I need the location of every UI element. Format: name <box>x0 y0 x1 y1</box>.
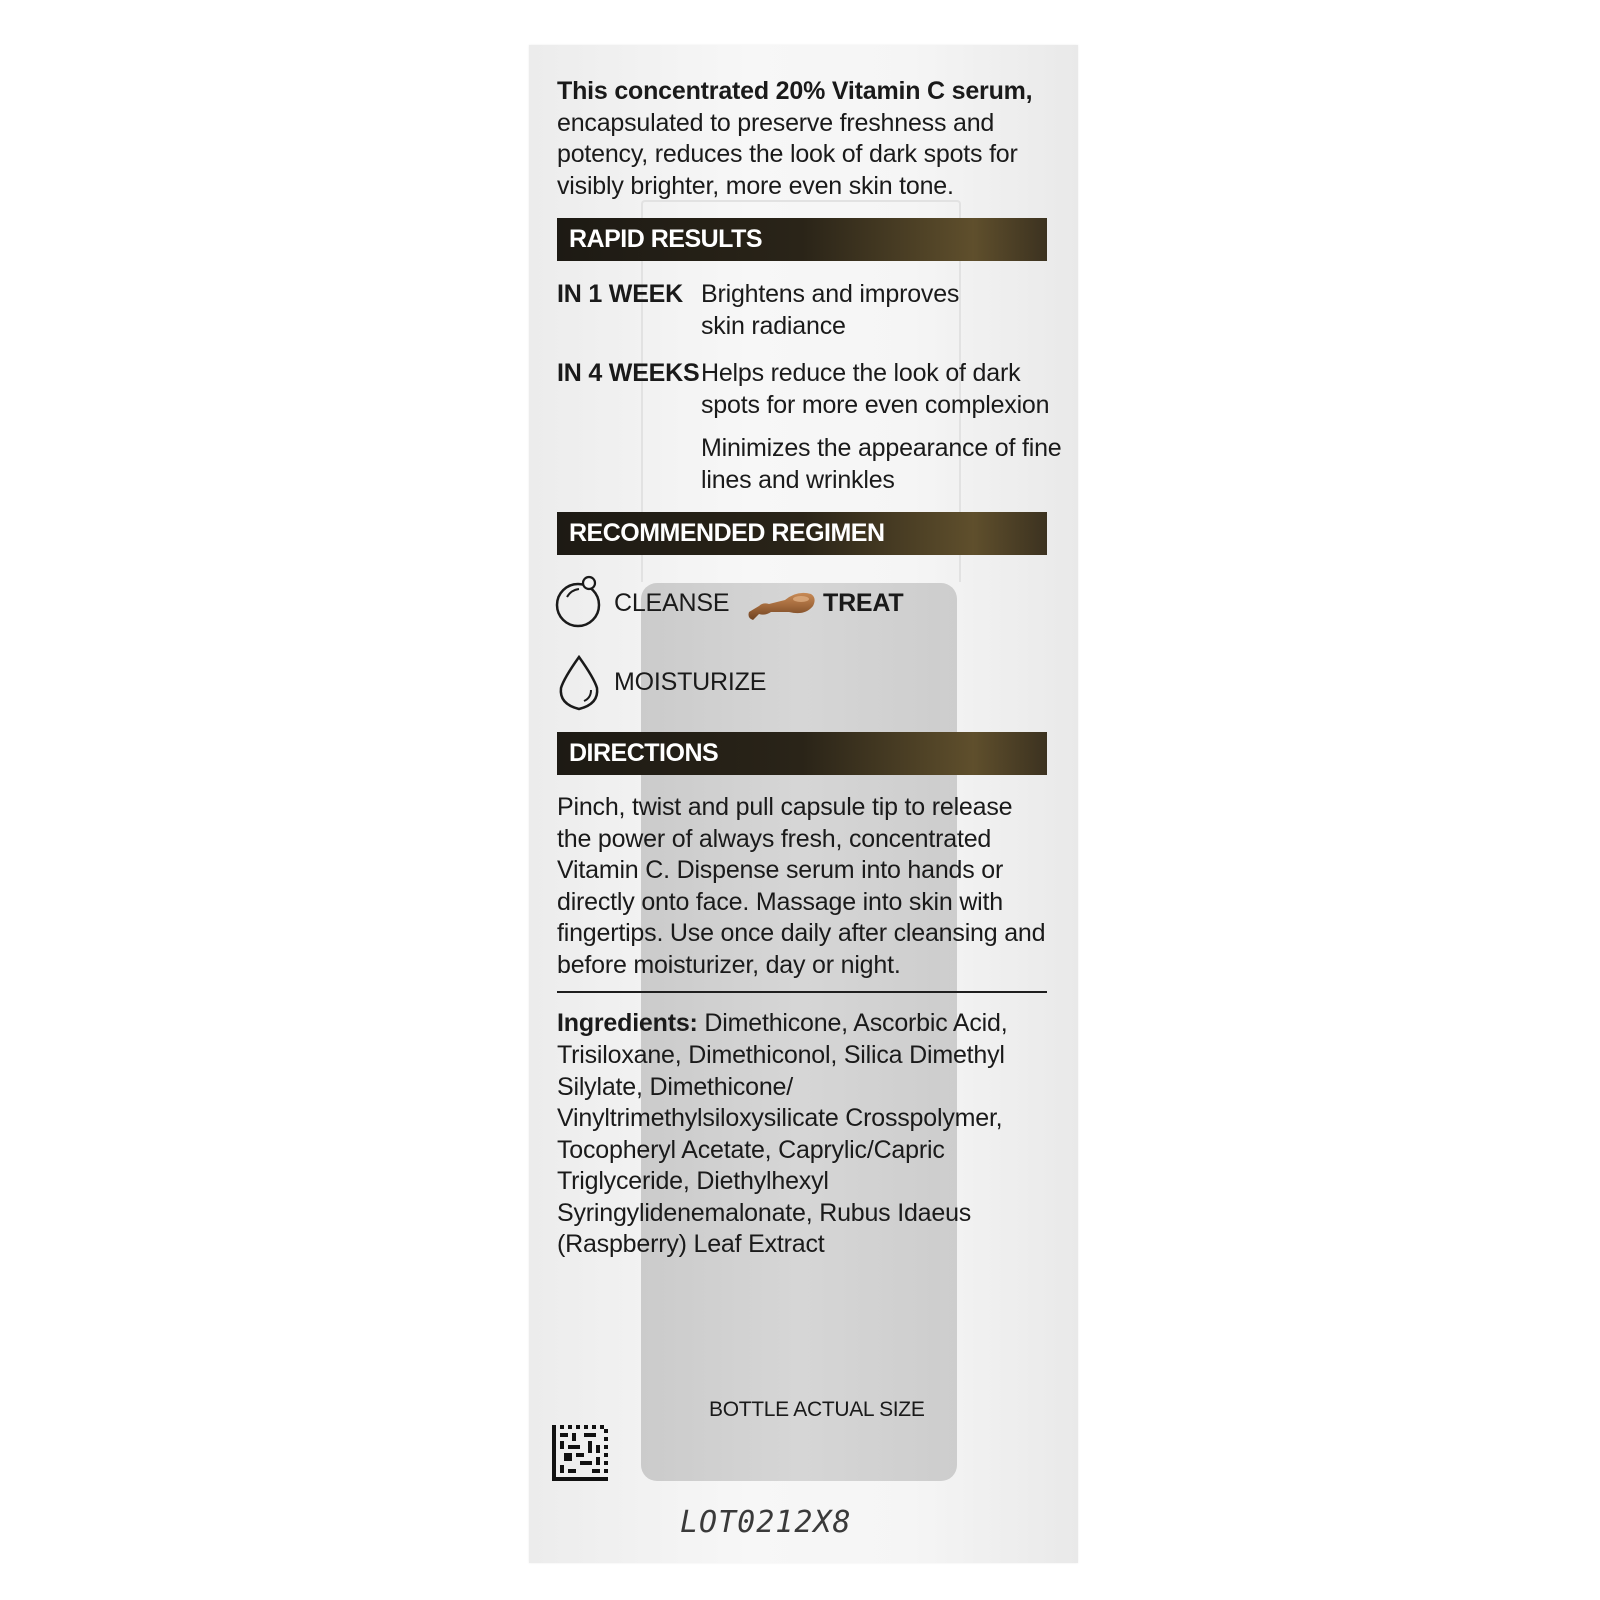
result-label-week1: IN 1 WEEK <box>557 280 683 308</box>
regimen-step-treat: TREAT <box>823 589 904 617</box>
bottle-caption: BOTTLE ACTUAL SIZE <box>709 1398 925 1421</box>
datamatrix-code <box>552 1425 608 1481</box>
capsule-icon <box>745 588 817 624</box>
ingredients-label: Ingredients: <box>557 1009 698 1037</box>
droplet-icon <box>556 654 602 712</box>
ingredients-text: Trisiloxane, Dimethiconol, Silica Dimethyl Silylate, Dimethicone/ Vinyltrimethylsiloxysilicate Crosspolymer, Tocopheryl Acetate, Caprylic/Capric Triglyceride, Diethylhexyl Syringylidenemalonate, Rubus Idaeus (Raspberry) Leaf Extract <box>557 1041 1005 1258</box>
intro-bold: This concentrated 20% Vitamin C serum, <box>557 77 1033 105</box>
intro-text: encapsulated to preserve freshness and potency, reduces the look of dark spots for visibly brighter, more even skin tone. <box>557 108 1018 200</box>
regimen-step-cleanse: CLEANSE <box>614 589 730 617</box>
result-text-week4: Helps reduce the look of dark spots for more even complexion <box>701 359 1050 419</box>
bubble-circle-icon <box>555 575 603 629</box>
divider <box>557 991 1047 993</box>
directions-text: Pinch, twist and pull capsule tip to release the power of always fresh, concentrated Vitamin C. Dispense serum into hands or directly onto face. Massage into skin with fingertips. Use once daily after cleansing and before moisturizer, day or night. <box>557 793 1046 979</box>
lot-code: LOT0212X8 <box>680 1505 852 1540</box>
section-header-directions: DIRECTIONS <box>557 732 1047 775</box>
section-header-regimen: RECOMMENDED REGIMEN <box>557 512 1047 555</box>
ingredients-first-line <box>557 1008 1008 1040</box>
ingredients-first-text: Dimethicone, Ascorbic Acid, <box>697 1009 1008 1037</box>
section-header-rapid-results: RAPID RESULTS <box>557 218 1047 261</box>
intro-paragraph <box>557 76 1033 202</box>
result-text-fine-lines: Minimizes the appearance of fine lines and wrinkles <box>701 434 1062 494</box>
regimen-step-moisturize: MOISTURIZE <box>614 668 767 696</box>
result-label-week4: IN 4 WEEKS <box>557 359 700 387</box>
result-text-week1: Brightens and improves skin radiance <box>701 280 960 340</box>
